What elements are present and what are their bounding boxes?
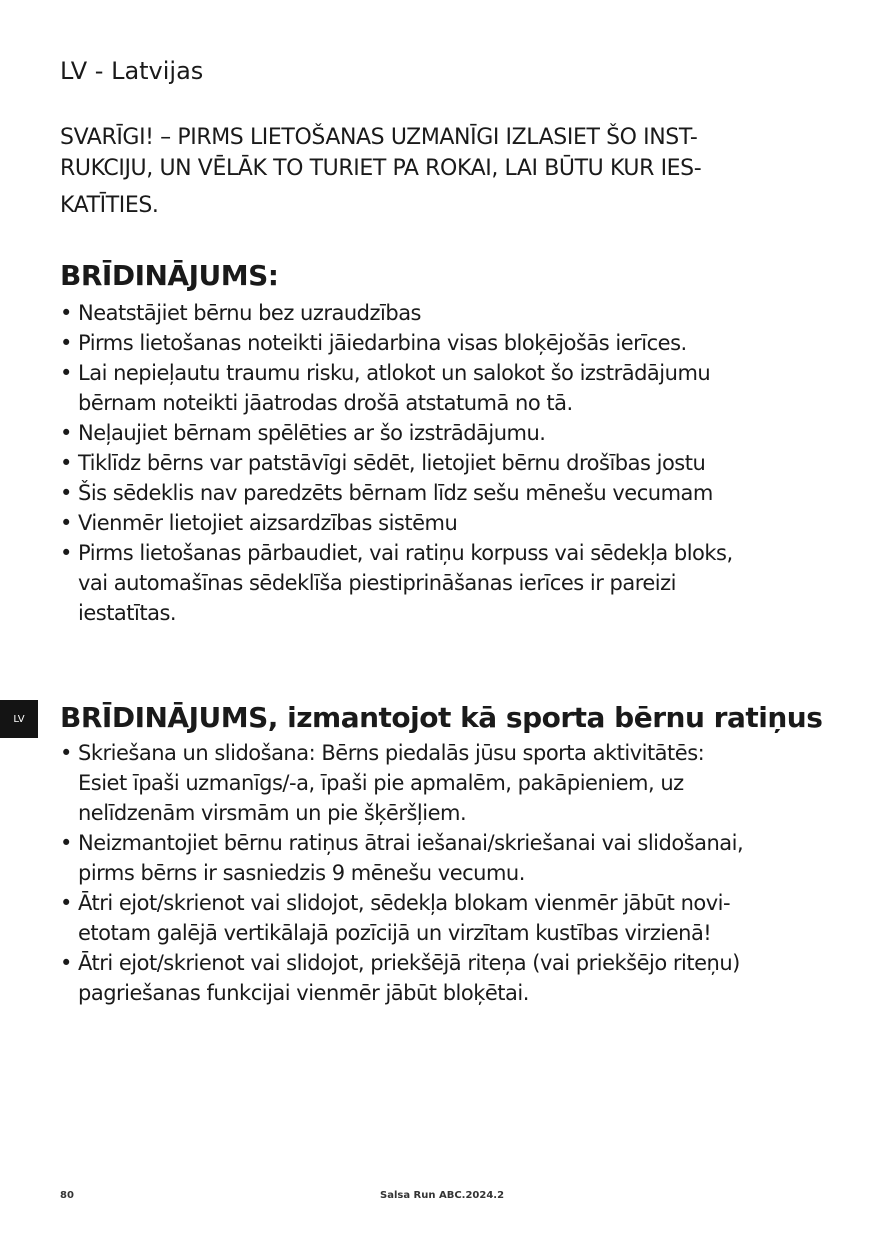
warning-line: • Tiklīdz bērns var patstāvīgi sēdēt, lietojiet bērnu drošības jostu: [78, 451, 706, 475]
sport-warning-line: Esiet īpaši uzmanīgs/-a, īpaši pie apmalēm, pakāpieniem, uz: [78, 771, 684, 795]
sport-warning-item: [60, 738, 840, 828]
warning-line: • Neatstājiet bērnu bez uzraudzības: [78, 301, 422, 325]
important-line: KATĪTIES.: [60, 193, 159, 218]
language-header: LV - Latvijas: [60, 57, 204, 85]
warning-item: [60, 328, 840, 358]
warning-line: iestatītas.: [78, 601, 177, 625]
language-side-tab: LV: [0, 700, 38, 738]
sport-warning-item: [60, 888, 840, 948]
warning-line: • Lai nepieļautu traumu risku, atlokot un salokot šo izstrādājumu: [78, 361, 711, 385]
sport-warnings-heading: BRĪDINĀJUMS, izmantojot kā sporta bērnu ratiņus: [60, 701, 823, 734]
warning-item: [60, 448, 840, 478]
important-notice: [60, 122, 820, 221]
sport-warnings-list: [60, 738, 840, 1008]
warnings-heading: BRĪDINĀJUMS:: [60, 259, 279, 292]
warning-line: • Pirms lietošanas noteikti jāiedarbina visas bloķējošās ierīces.: [78, 331, 687, 355]
important-line: SVARĪGI! – PIRMS LIETOŠANAS UZMANĪGI IZLASIET ŠO INST-: [60, 125, 698, 150]
warning-item: [60, 508, 840, 538]
warning-item: [60, 478, 840, 508]
warning-item: [60, 418, 840, 448]
sport-warning-line: nelīdzenām virsmām un pie šķēršļiem.: [78, 801, 467, 825]
warning-item: [60, 298, 840, 328]
warnings-list: [60, 298, 840, 628]
warning-line: vai automašīnas sēdeklīša piestiprināšanas ierīces ir pareizi: [78, 571, 676, 595]
warning-line: • Šis sēdeklis nav paredzēts bērnam līdz sešu mēnešu vecumam: [78, 481, 713, 505]
warning-line: • Neļaujiet bērnam spēlēties ar šo izstrādājumu.: [78, 421, 546, 445]
sport-warning-line: • Neizmantojiet bērnu ratiņus ātrai iešanai/skriešanai vai slidošanai,: [78, 831, 744, 855]
warning-line: • Vienmēr lietojiet aizsardzības sistēmu: [78, 511, 458, 535]
sport-warning-line: • Ātri ejot/skrienot vai slidojot, sēdekļa blokam vienmēr jābūt novi-: [78, 891, 731, 915]
page-number: 80: [60, 1190, 74, 1201]
important-line: RUKCIJU, UN VĒLĀK TO TURIET PA ROKAI, LAI BŪTU KUR IES-: [60, 156, 702, 181]
warning-item: [60, 358, 840, 418]
warning-line: • Pirms lietošanas pārbaudiet, vai ratiņu korpuss vai sēdekļa bloks,: [78, 541, 733, 565]
sport-warning-line: • Skriešana un slidošana: Bērns piedalās jūsu sporta aktivitātēs:: [78, 741, 705, 765]
sport-warning-item: [60, 948, 840, 1008]
sport-warning-item: [60, 828, 840, 888]
warning-item: [60, 538, 840, 628]
sport-warning-line: pirms bērns ir sasniedzis 9 mēnešu vecumu.: [78, 861, 525, 885]
footer-document-id: Salsa Run ABC.2024.2: [380, 1190, 505, 1201]
warning-line: bērnam noteikti jāatrodas drošā atstatumā no tā.: [78, 391, 573, 415]
sport-warning-line: etotam galējā vertikālajā pozīcijā un virzītam kustības virzienā!: [78, 921, 712, 945]
sport-warning-line: • Ātri ejot/skrienot vai slidojot, priekšējā riteņa (vai priekšējo riteņu): [78, 951, 740, 975]
sport-warning-line: pagriešanas funkcijai vienmēr jābūt bloķētai.: [78, 981, 529, 1005]
